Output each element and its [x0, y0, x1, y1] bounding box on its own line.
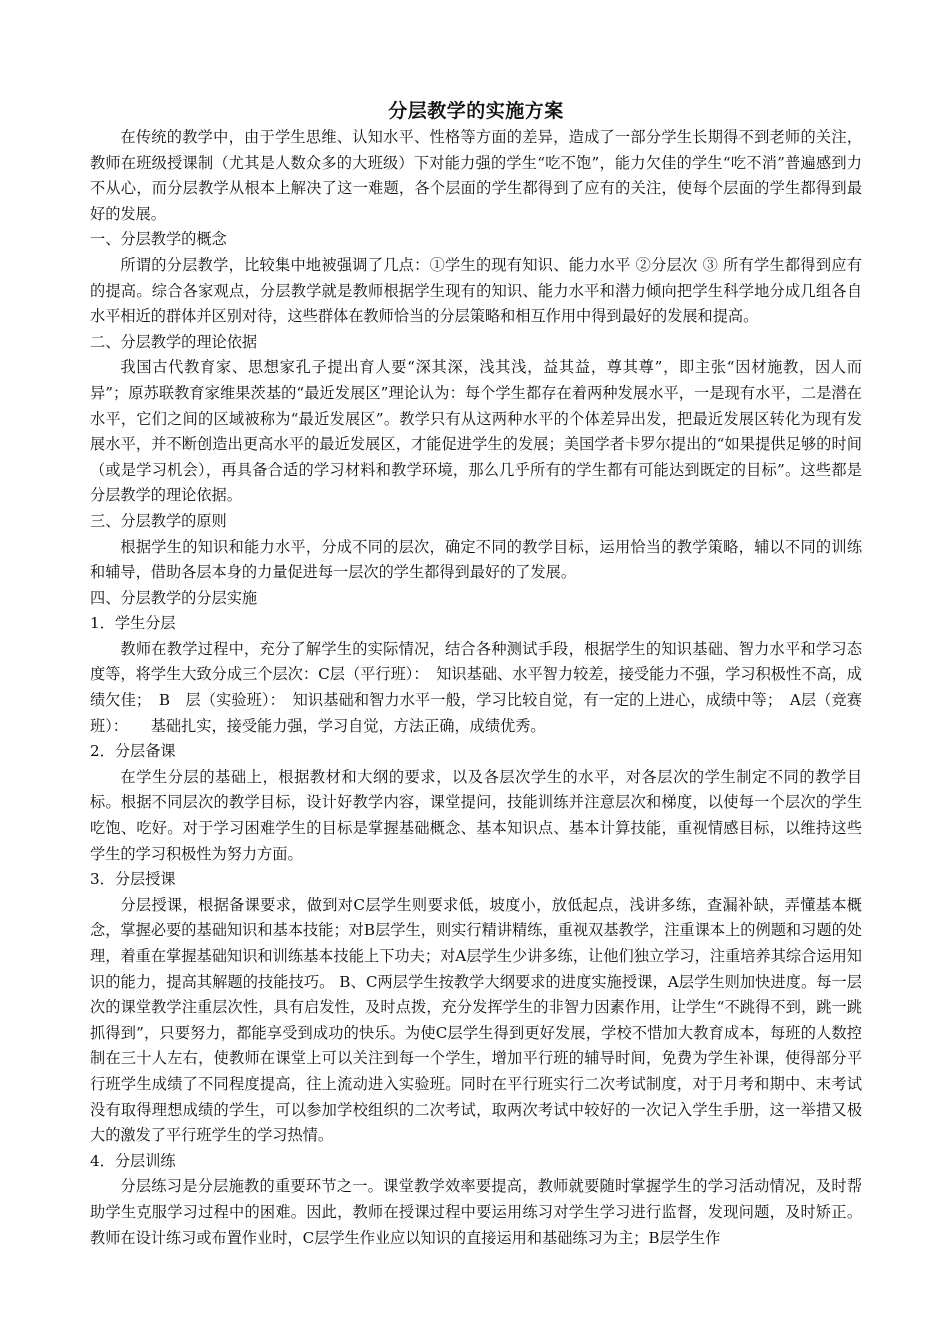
intro-paragraph: 在传统的教学中，由于学生思维、认知水平、性格等方面的差异，造成了一部分学生长期得不到老师的关注，教师在班级授课制（尤其是人数众多的大班级）下对能力强的学生“吃不饱”，能力欠佳的学生“吃不消”普遍感到力不从心，而分层教学从根本上解决了这一难题，各个层面的学生都得到了应有的关注，使每个层面的学生都得到最好的发展。 — [90, 128, 862, 223]
subsection-body-teaching: 分层授课，根据备课要求，做到对C层学生则要求低，坡度小，放低起点，浅讲多练，查漏补缺，弄懂基本概念，掌握必要的基础知识和基本技能；对B层学生，则实行精讲精练，重视双基教学，注重课本上的例题和习题的处理，着重在掌握基础知识和训练基本技能上下功夫；对A层学生少讲多练，让他们独立学习，注重培养其综合运用知识的能力，提高其解题的技能技巧。 B、C两层学生按教学大纲要求的进度实施授课，A层学生则加快进度。每一层次的课堂教学注重层次性，具有启发性，及时点拨，充分发挥学生的非智力因素作用，让学生“不跳得不到，跳一跳抓得到”，只要努力，都能享受到成功的快乐。为使C层学生得到更好发展，学校不惜加大教育成本，每班的人数控制在三十人左右，使教师在课堂上可以关注到每一个学生，增加平行班的辅导时间，免费为学生补课，使得部分平行班学生成绩了不同程度提高，往上流动进入实验班。同时在平行班实行二次考试制度，对于月考和期中、末考试没有取得理想成绩的学生，可以参加学校组织的二次考试，取两次考试中较好的一次记入学生手册，这一举措又极大的激发了平行班学生的学习热情。 — [90, 895, 862, 1145]
subsection-heading-teaching: 3．分层授课 — [90, 870, 176, 889]
subsection-body-lesson-prep: 在学生分层的基础上，根据教材和大纲的要求，以及各层次学生的水平，对各层次的学生制定不同的教学目标。根据不同层次的教学目标，设计好教学内容，课堂提问，技能训练并注意层次和梯度，以使每一个层次的学生吃饱、吃好。对于学习困难学生的目标是掌握基础概念、基本知识点、基本计算技能，重视情感目标，以维持这些学生的学习积极性为努力方面。 — [90, 767, 862, 863]
document-title: 分层教学的实施方案 — [388, 100, 564, 122]
section-heading-theory: 二、分层教学的理论依据 — [90, 332, 258, 351]
section-heading-concept: 一、分层教学的概念 — [90, 230, 227, 249]
subsection-heading-training: 4．分层训练 — [90, 1151, 176, 1170]
section-heading-principle: 三、分层教学的原则 — [90, 511, 227, 530]
document-page — [90, 98, 862, 1251]
subsection-heading-student-grouping: 1．学生分层 — [90, 614, 176, 633]
subsection-heading-lesson-prep: 2．分层备课 — [90, 742, 176, 761]
section-body-theory: 我国古代教育家、思想家孔子提出育人要“深其深，浅其浅，益其益，尊其尊”，即主张“因材施教，因人而异”；原苏联教育家维果茨基的“最近发展区”理论认为：每个学生都存在着两种发展水平，一是现有水平，二是潜在水平，它们之间的区域被称为“最近发展区”。教学只有从这两种水平的个体差异出发，把最近发展区转化为现有发展水平，并不断创造出更高水平的最近发展区，才能促进学生的发展；美国学者卡罗尔提出的“如果提供足够的时间（或是学习机会），再具备合适的学习材料和教学环境，那么几乎所有的学生都有可能达到既定的目标”。这些都是分层教学的理论依据。 — [90, 358, 862, 505]
subsection-body-student-grouping: 教师在教学过程中，充分了解学生的实际情况，结合各种测试手段，根据学生的知识基础、智力水平和学习态度等，将学生大致分成三个层次：C层（平行班）： 知识基础、水平智力较差，接受能力不强，学习积极性不高，成绩欠佳； B 层（实验班）： 知识基础和智力水平一般，学习比较自觉，有一定的上进心，成绩中等； A层（竞赛班）： 基础扎实，接受能力强，学习自觉，方法正确，成绩优秀。 — [90, 639, 862, 735]
section-heading-implementation: 四、分层教学的分层实施 — [90, 588, 258, 607]
subsection-body-training: 分层练习是分层施教的重要环节之一。课堂教学效率要提高，教师就要随时掌握学生的学习活动情况，及时帮助学生克服学习过程中的困难。因此，教师在授课过程中要运用练习对学生学习进行监督，发现问题，及时矫正。教师在设计练习或布置作业时，C层学生作业应以知识的直接运用和基础练习为主；B层学生作 — [90, 1177, 862, 1247]
section-body-concept: 所谓的分层教学，比较集中地被强调了几点：①学生的现有知识、能力水平 ②分层次 ③ 所有学生都得到应有的提高。综合各家观点，分层教学就是教师根据学生现有的知识、能力水平和潜力倾向把学生科学地分成几组各自水平相近的群体并区别对待，这些群体在教师恰当的分层策略和相互作用中得到最好的发展和提高。 — [90, 255, 862, 326]
section-body-principle: 根据学生的知识和能力水平，分成不同的层次，确定不同的教学目标，运用恰当的教学策略，辅以不同的训练和辅导，借助各层本身的力量促进每一层次的学生都得到最好的了发展。 — [90, 537, 862, 582]
